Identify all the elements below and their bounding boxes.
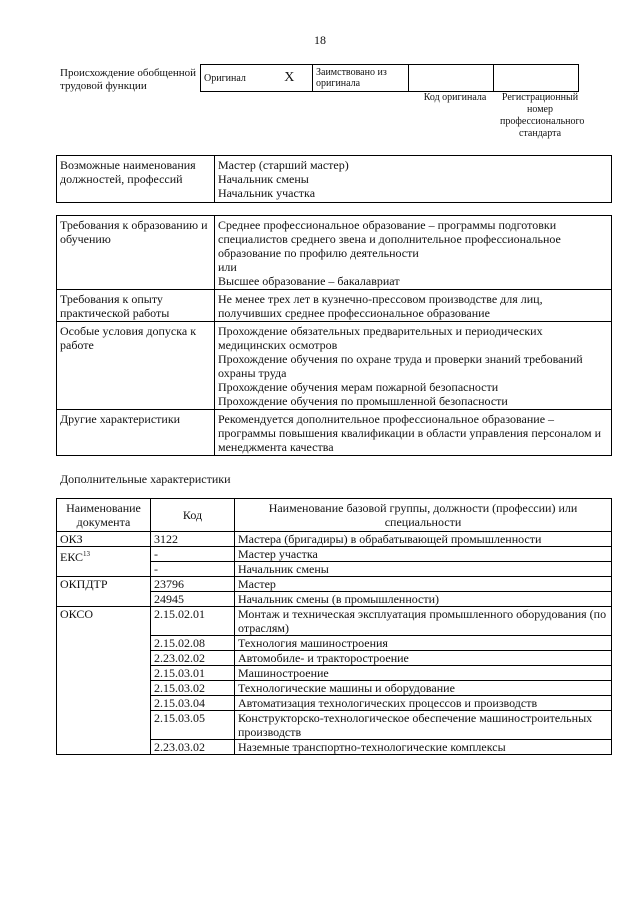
- name-cell: Мастера (бригадиры) в обрабатывающей промышленности: [235, 532, 612, 547]
- code-cell: 2.15.03.04: [151, 696, 235, 711]
- doc-cell: ОКСО: [57, 607, 151, 755]
- name-cell: Начальник смены: [235, 562, 612, 577]
- table-row: [57, 577, 612, 592]
- reg-number-cell: [494, 65, 579, 92]
- code-cell: 2.15.02.01: [151, 607, 235, 636]
- doc-cell-eks: [57, 547, 151, 577]
- table-row: [57, 532, 612, 547]
- table-row: [57, 607, 612, 636]
- origin-table: [200, 64, 579, 92]
- requirements-table: [56, 215, 612, 456]
- code-original-label: Код оригинала: [423, 92, 487, 103]
- original-cell: Оригинал: [201, 65, 267, 92]
- doc-cell: ОКЗ: [57, 532, 151, 547]
- code-cell: 2.15.02.08: [151, 636, 235, 651]
- position-item: Начальник участка: [218, 186, 316, 200]
- name-cell: Мастер участка: [235, 547, 612, 562]
- doc-cell: ОКПДТР: [57, 577, 151, 607]
- experience-value: [215, 290, 612, 322]
- code-cell: -: [151, 562, 235, 577]
- header-code: Код: [151, 499, 235, 532]
- positions-label: Возможные наименования должностей, профессий: [57, 156, 215, 203]
- other-line: Рекомендуется дополнительное профессиональное образование – программы повышения квалификации в области управления персоналом и менеджмента качества: [218, 412, 602, 454]
- position-item: Мастер (старший мастер): [218, 158, 349, 172]
- special-conditions-label: Особые условия допуска к работе: [57, 322, 215, 410]
- experience-label: Требования к опыту практической работы: [57, 290, 215, 322]
- education-label: Требования к образованию и обучению: [57, 216, 215, 290]
- header-name: Наименование базовой группы, должности (профессии) или специальности: [235, 499, 612, 532]
- code-cell: -: [151, 547, 235, 562]
- code-cell: 2.15.03.05: [151, 711, 235, 740]
- eks-footnote: 13: [83, 550, 91, 558]
- positions-table: [56, 155, 612, 203]
- code-original-cell: [409, 65, 494, 92]
- experience-line: Не менее трех лет в кузнечно-прессовом производстве для лиц, получивших среднее профессиональное образование: [218, 292, 543, 320]
- name-cell: Монтаж и техническая эксплуатация промышленного оборудования (по отраслям): [235, 607, 612, 636]
- other-value: [215, 410, 612, 456]
- original-mark: X: [267, 65, 313, 92]
- education-line: Среднее профессиональное образование – программы подготовки специалистов среднего звена и дополнительное профессиональное образование по профилю деятельности: [218, 218, 561, 260]
- positions-list: [215, 156, 612, 203]
- education-value: [215, 216, 612, 290]
- education-line: Высшее образование – бакалавриат: [218, 274, 400, 288]
- education-line: или: [218, 260, 237, 274]
- eks-label: ЕКС: [60, 550, 84, 564]
- condition-line: Прохождение обязательных предварительных и периодических медицинских осмотров: [218, 324, 543, 352]
- borrowed-cell: Заимствовано из оригинала: [313, 65, 409, 92]
- code-cell: 2.15.03.01: [151, 666, 235, 681]
- code-cell: 2.15.03.02: [151, 681, 235, 696]
- condition-line: Прохождение обучения по промышленной безопасности: [218, 394, 508, 408]
- name-cell: Машиностроение: [235, 666, 612, 681]
- name-cell: Наземные транспортно-технологические комплексы: [235, 740, 612, 755]
- name-cell: Мастер: [235, 577, 612, 592]
- code-cell: 24945: [151, 592, 235, 607]
- reg-number-label: Регистрационный номер профессионального стандарта: [500, 92, 585, 139]
- code-cell: 2.23.02.02: [151, 651, 235, 666]
- table-row: [57, 547, 612, 562]
- origin-label: Происхождение обобщенной трудовой функции: [60, 67, 197, 92]
- condition-line: Прохождение обучения по охране труда и проверки знаний требований охраны труда: [218, 352, 583, 380]
- code-cell: 2.23.03.02: [151, 740, 235, 755]
- name-cell: Автоматизация технологических процессов и производств: [235, 696, 612, 711]
- name-cell: Технология машиностроения: [235, 636, 612, 651]
- additional-table: [56, 498, 612, 755]
- condition-line: Прохождение обучения мерам пожарной безопасности: [218, 380, 499, 394]
- other-label: Другие характеристики: [57, 410, 215, 456]
- special-conditions-value: [215, 322, 612, 410]
- name-cell: Технологические машины и оборудование: [235, 681, 612, 696]
- code-cell: 3122: [151, 532, 235, 547]
- name-cell: Конструкторско-технологическое обеспечение машиностроительных производств: [235, 711, 612, 740]
- additional-title: Дополнительные характеристики: [60, 472, 231, 486]
- name-cell: Начальник смены (в промышленности): [235, 592, 612, 607]
- page-number: 18: [314, 33, 326, 47]
- name-cell: Автомобиле- и тракторостроение: [235, 651, 612, 666]
- code-cell: 23796: [151, 577, 235, 592]
- header-doc: Наименование документа: [57, 499, 151, 532]
- position-item: Начальник смены: [218, 172, 309, 186]
